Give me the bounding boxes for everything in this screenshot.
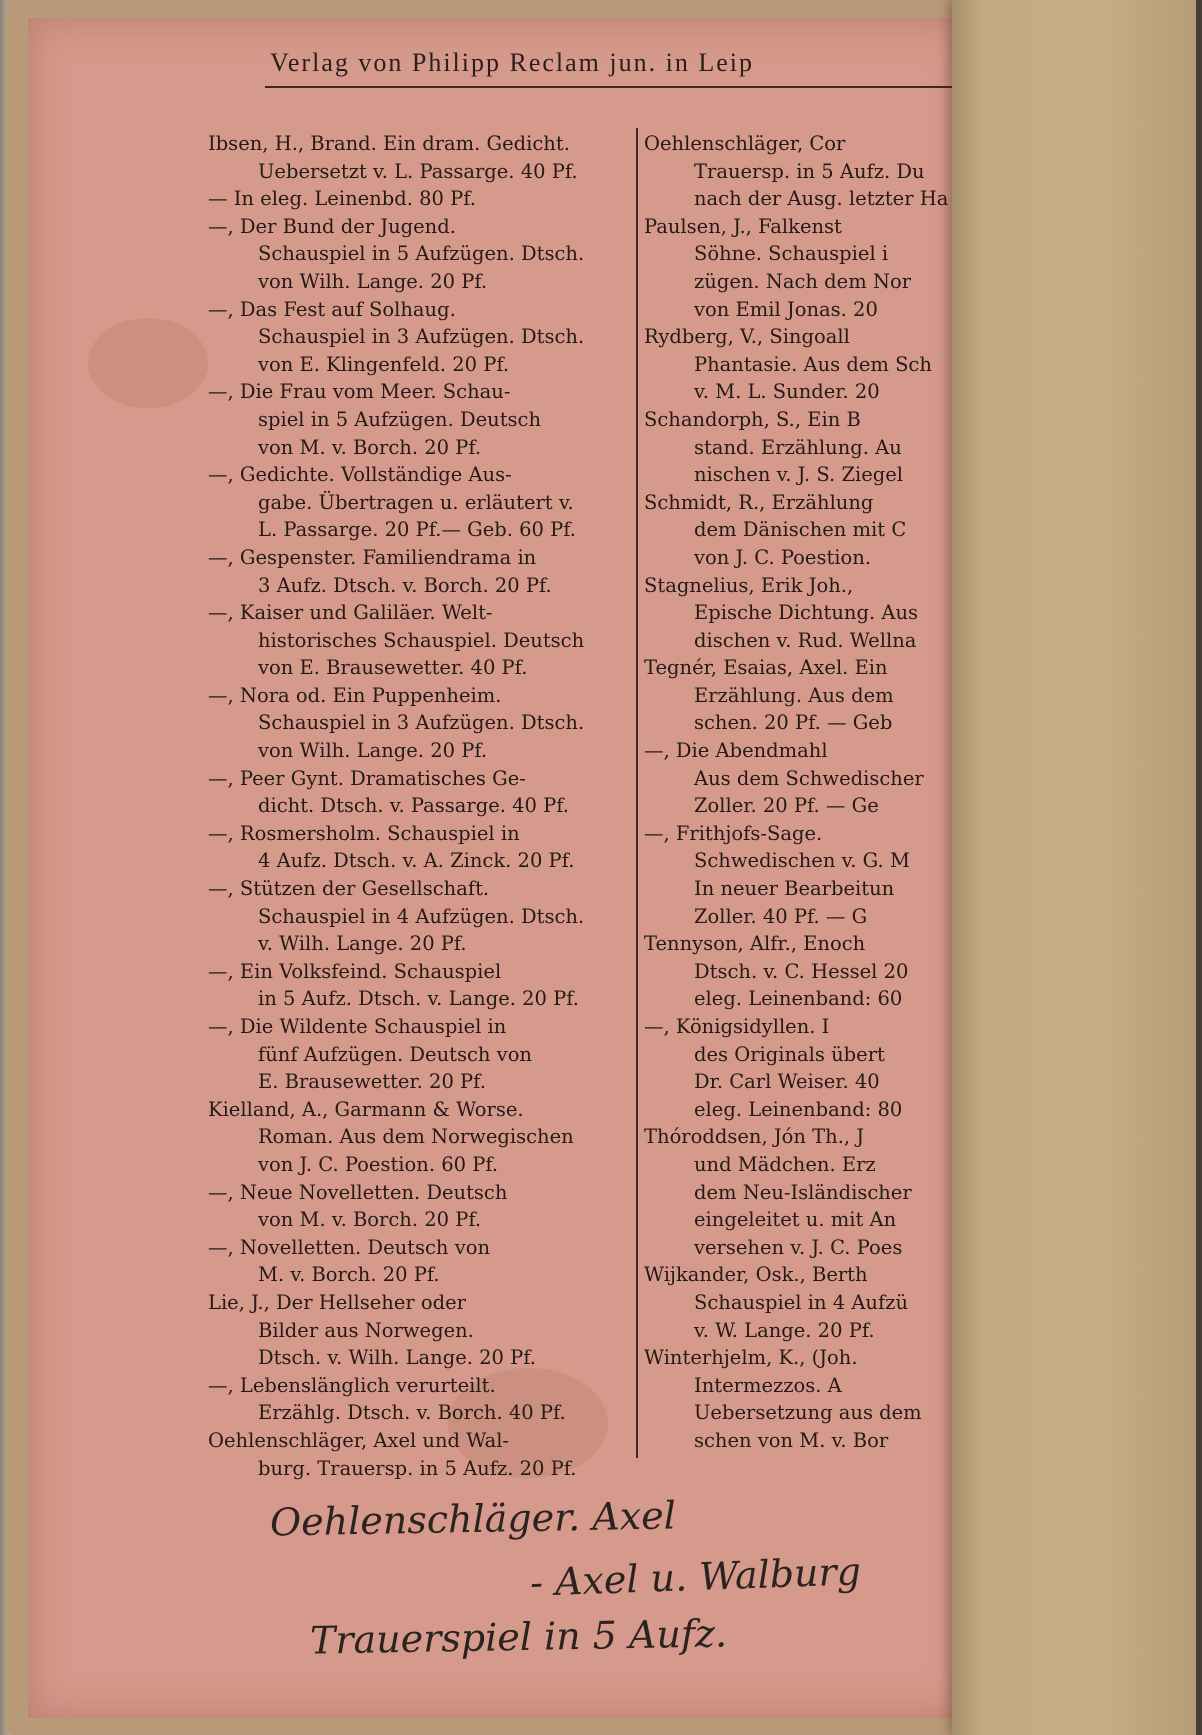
handwritten-line: - Axel u. Walburg	[529, 1549, 862, 1605]
catalog-line: Wijkander, Osk., Berth	[644, 1263, 868, 1287]
catalog-column-right	[644, 130, 956, 1455]
catalog-line: dem Neu-Isländischer	[694, 1180, 912, 1204]
paper-stain	[88, 318, 208, 408]
header-rule	[265, 86, 955, 88]
catalog-line: von Emil Jonas. 20	[694, 297, 878, 321]
catalog-line: L. Passarge. 20 Pf.— Geb. 60 Pf.	[258, 518, 576, 542]
catalog-line: Uebersetzt v. L. Passarge. 40 Pf.	[258, 159, 578, 183]
catalog-line: und Mädchen. Erz	[694, 1152, 876, 1176]
catalog-line: Schauspiel in 4 Aufzügen. Dtsch.	[258, 904, 585, 928]
catalog-line: Thóroddsen, Jón Th., J	[644, 1125, 865, 1149]
catalog-line: in 5 Aufz. Dtsch. v. Lange. 20 Pf.	[258, 987, 579, 1011]
catalog-line: von M. v. Borch. 20 Pf.	[258, 1208, 482, 1232]
catalog-line: 3 Aufz. Dtsch. v. Borch. 20 Pf.	[258, 573, 552, 597]
catalog-line: In neuer Bearbeitun	[694, 877, 895, 901]
catalog-line: Paulsen, J., Falkenst	[644, 214, 842, 238]
book-spine-strip	[952, 0, 1196, 1735]
catalog-line: eingeleitet u. mit An	[694, 1208, 897, 1232]
catalog-line: M. v. Borch. 20 Pf.	[258, 1263, 440, 1287]
catalog-line: —, Novelletten. Deutsch von	[208, 1235, 491, 1259]
catalog-line: eleg. Leinenband: 80	[694, 1097, 903, 1121]
catalog-line: —, Peer Gynt. Dramatisches Ge-	[208, 766, 526, 790]
catalog-line: Ibsen, H., Brand. Ein dram. Gedicht.	[208, 132, 570, 155]
catalog-line: Erzählg. Dtsch. v. Borch. 40 Pf.	[258, 1401, 566, 1425]
catalog-line: Söhne. Schauspiel i	[694, 242, 889, 266]
catalog-column-left	[208, 130, 632, 1482]
catalog-line: Schwedischen v. G. M	[694, 849, 910, 873]
catalog-line: von Wilh. Lange. 20 Pf.	[258, 739, 488, 763]
catalog-line: von Wilh. Lange. 20 Pf.	[258, 269, 488, 293]
catalog-line: Bilder aus Norwegen.	[258, 1318, 474, 1342]
catalog-line: Roman. Aus dem Norwegischen	[258, 1125, 574, 1149]
catalog-line: Oehlenschläger, Axel und Wal-	[208, 1428, 510, 1452]
catalog-line: —, Nora od. Ein Puppenheim.	[208, 683, 502, 707]
catalog-line: Schauspiel in 5 Aufzügen. Dtsch.	[258, 242, 585, 266]
handwritten-line: Trauerspiel in 5 Aufz.	[309, 1611, 728, 1663]
catalog-line: dicht. Dtsch. v. Passarge. 40 Pf.	[258, 794, 569, 818]
catalog-line: —, Ein Volksfeind. Schauspiel	[208, 959, 502, 983]
column-divider	[636, 128, 638, 1458]
catalog-line: —, Stützen der Gesellschaft.	[208, 877, 490, 901]
catalog-line: v. Wilh. Lange. 20 Pf.	[258, 932, 467, 956]
catalog-line: Schauspiel in 4 Aufzü	[694, 1290, 909, 1314]
catalog-line: Epische Dichtung. Aus	[694, 601, 919, 625]
catalog-line: zügen. Nach dem Nor	[694, 269, 912, 293]
catalog-line: fünf Aufzügen. Deutsch von	[258, 1042, 532, 1066]
catalog-line: Trauersp. in 5 Aufz. Du	[694, 159, 925, 183]
catalog-line: schen. 20 Pf. — Geb	[694, 711, 893, 735]
catalog-line: von J. C. Poestion.	[694, 545, 872, 569]
catalog-line: stand. Erzählung. Au	[694, 435, 902, 459]
catalog-line: von J. C. Poestion. 60 Pf.	[258, 1152, 499, 1176]
catalog-line: Schauspiel in 3 Aufzügen. Dtsch.	[258, 325, 585, 349]
handwritten-line: Oehlenschläger. Axel	[269, 1493, 677, 1545]
catalog-line: Aus dem Schwedischer	[694, 766, 924, 790]
catalog-line: von E. Brausewetter. 40 Pf.	[258, 656, 528, 680]
catalog-line: v. W. Lange. 20 Pf.	[694, 1318, 875, 1342]
catalog-line: E. Brausewetter. 20 Pf.	[258, 1070, 486, 1094]
catalog-line: eleg. Leinenband: 60	[694, 987, 903, 1011]
catalog-line: Zoller. 20 Pf. — Ge	[694, 794, 879, 818]
catalog-line: Schauspiel in 3 Aufzügen. Dtsch.	[258, 711, 585, 735]
catalog-line: —, Neue Novelletten. Deutsch	[208, 1180, 508, 1204]
catalog-line: gabe. Übertragen u. erläutert v.	[258, 490, 574, 514]
catalog-line: —, Königsidyllen. I	[644, 1015, 830, 1038]
catalog-line: — In eleg. Leinenbd. 80 Pf.	[208, 187, 476, 211]
catalog-line: des Originals übert	[694, 1042, 885, 1066]
catalog-line: historisches Schauspiel. Deutsch	[258, 628, 585, 652]
catalog-line: Dr. Carl Weiser. 40	[694, 1070, 880, 1094]
catalog-line: dem Dänischen mit C	[694, 518, 907, 542]
catalog-line: Erzählung. Aus dem	[694, 683, 894, 707]
catalog-line: v. M. L. Sunder. 20	[694, 380, 880, 404]
catalog-line: —, Lebenslänglich verurteilt.	[208, 1373, 496, 1397]
catalog-line: burg. Trauersp. in 5 Aufz. 20 Pf.	[258, 1456, 577, 1480]
catalog-line: —, Die Wildente Schauspiel in	[208, 1015, 507, 1038]
publisher-header: Verlag von Philipp Reclam jun. in Leip	[270, 48, 754, 77]
catalog-line: Dtsch. v. Wilh. Lange. 20 Pf.	[258, 1346, 536, 1370]
catalog-line: Intermezzos. A	[694, 1373, 842, 1397]
catalog-line: Lie, J., Der Hellseher oder	[208, 1290, 466, 1314]
catalog-line: von M. v. Borch. 20 Pf.	[258, 435, 482, 459]
catalog-line: nischen v. J. S. Ziegel	[694, 463, 904, 487]
catalog-line: Dtsch. v. C. Hessel 20	[694, 959, 909, 983]
catalog-line: Kielland, A., Garmann & Worse.	[208, 1097, 524, 1121]
catalog-line: Phantasie. Aus dem Sch	[694, 352, 932, 376]
catalog-line: Zoller. 40 Pf. — G	[694, 904, 868, 928]
catalog-line: Tennyson, Alfr., Enoch	[644, 932, 866, 956]
catalog-line: Stagnelius, Erik Joh.,	[644, 573, 854, 597]
catalog-line: Tegnér, Esaias, Axel. Ein	[644, 656, 888, 680]
catalog-line: —, Kaiser und Galiläer. Welt-	[208, 601, 493, 625]
catalog-line: spiel in 5 Aufzügen. Deutsch	[258, 407, 542, 431]
catalog-line: —, Das Fest auf Solhaug.	[208, 297, 456, 321]
catalog-line: —, Frithjofs-Sage.	[644, 821, 823, 845]
catalog-line: —, Gedichte. Vollständige Aus-	[208, 463, 512, 487]
catalog-line: —, Die Frau vom Meer. Schau-	[208, 380, 511, 404]
catalog-line: nach der Ausg. letzter Ha	[694, 187, 949, 211]
catalog-line: —, Der Bund der Jugend.	[208, 214, 456, 238]
catalog-line: Oehlenschläger, Cor	[644, 132, 846, 155]
catalog-line: dischen v. Rud. Wellna	[694, 628, 917, 652]
catalog-line: —, Die Abendmahl	[644, 739, 828, 763]
catalog-line: —, Gespenster. Familiendrama in	[208, 545, 537, 569]
catalog-line: 4 Aufz. Dtsch. v. A. Zinck. 20 Pf.	[258, 849, 575, 873]
catalog-line: Rydberg, V., Singoall	[644, 325, 850, 349]
catalog-line: Schandorph, S., Ein B	[644, 407, 861, 431]
catalog-line: —, Rosmersholm. Schauspiel in	[208, 821, 520, 845]
catalog-line: versehen v. J. C. Poes	[694, 1235, 903, 1259]
catalog-line: von E. Klingenfeld. 20 Pf.	[258, 352, 510, 376]
catalog-line: Winterhjelm, K., (Joh.	[644, 1346, 858, 1370]
catalog-line: Schmidt, R., Erzählung	[644, 490, 874, 514]
catalog-line: schen von M. v. Bor	[694, 1428, 889, 1452]
catalog-line: Uebersetzung aus dem	[694, 1401, 922, 1425]
